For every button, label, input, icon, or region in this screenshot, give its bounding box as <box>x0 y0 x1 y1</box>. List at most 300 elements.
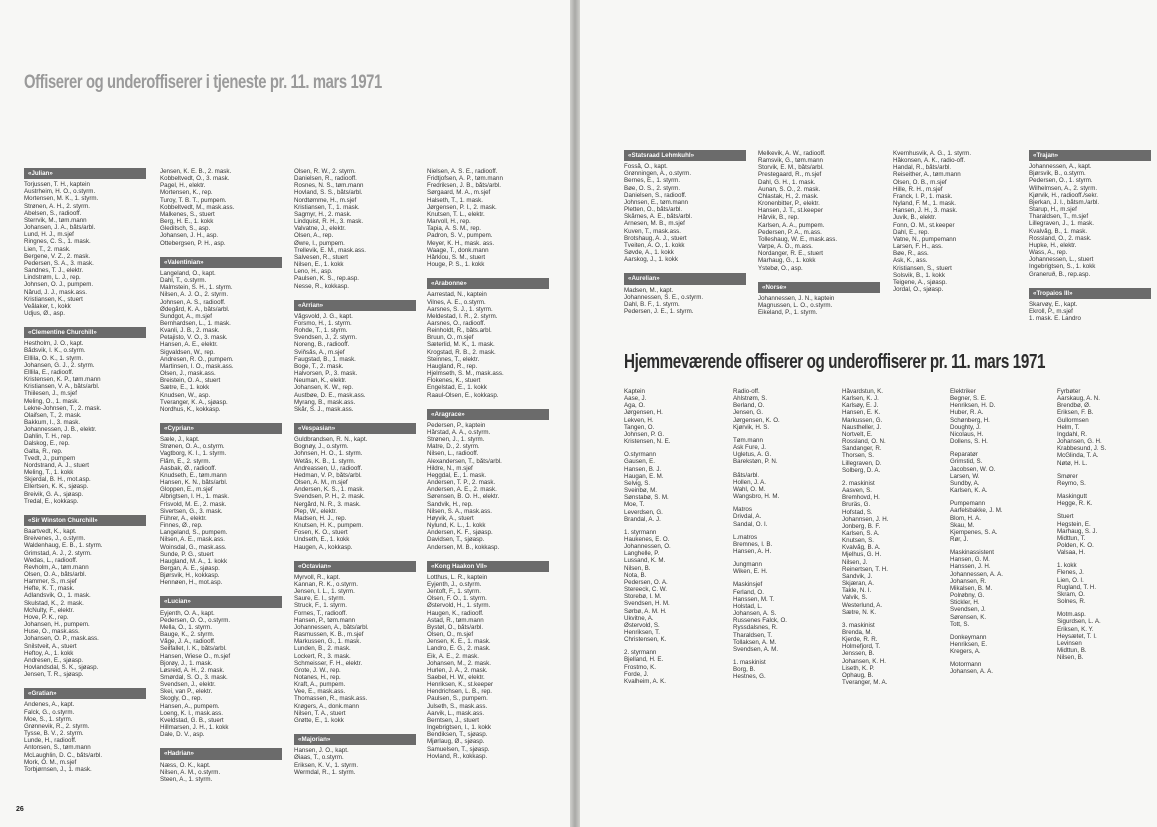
crew-entry: Jensen, T. R., sjøasp. <box>24 671 84 679</box>
ship-section <box>427 168 549 268</box>
crew-entry: Tveranger, K. A., sjøasp. <box>160 398 228 406</box>
right-page <box>580 0 1157 827</box>
crew-entry: Ødegård, K. A., båts/arbl. <box>160 305 230 313</box>
crew-entry: Myrang, B., mask.ass. <box>294 398 356 406</box>
crew-entry: Breivenes, J., o.styrm. <box>24 535 86 543</box>
crew-entry: Fosså, O., kapt. <box>624 163 668 171</box>
crew-entry: Torbjørnsen, J., 1. mask. <box>24 765 92 773</box>
crew-entry: Dahlin, T. H., rep. <box>24 433 72 441</box>
officer-entry: Blom, H. A. <box>950 514 981 522</box>
crew-entry: Marvoll, H., rep. <box>427 218 471 226</box>
crew-entry: Nilsen, A. E., mask.ass. <box>160 536 225 544</box>
officer-entry: Westerlund, A. <box>842 601 883 609</box>
officer-entry: McGlinda, T. A. <box>1057 452 1099 460</box>
crew-entry: Eik, A. E., 2. mask. <box>427 652 479 660</box>
crew-entry: Hille, R. H., m.sjef <box>893 185 943 193</box>
crew-entry: Pedersen, O. O., o.styrm. <box>160 616 231 624</box>
crew-entry: Saebel, H. W., elektr. <box>427 674 485 681</box>
left-page-title: Offiserer og underoffiserer i tjeneste pr. 11. mars 1971 <box>24 72 382 93</box>
ship-section <box>24 688 146 773</box>
rank-group <box>733 561 833 575</box>
rank-group <box>842 480 942 616</box>
crew-entry: Rosnes, N. S., tøm.mann <box>294 182 364 190</box>
rank-group <box>950 388 1050 445</box>
officer-entry: Nøtø, H. L. <box>1057 459 1088 467</box>
officer-entry: 1. styrmann <box>624 528 657 536</box>
crew-entry: Hestholm, J. O., kapt. <box>24 340 84 348</box>
crew-entry: Lien, T., 2. mask. <box>24 245 71 253</box>
crew-entry: Waldenhaug, E. B., 1. styrm. <box>24 542 103 550</box>
crew-entry: Eyjenth, J., o.styrm. <box>427 580 482 588</box>
officer-entry: Nortvelt, E. <box>842 430 873 438</box>
crew-entry: Mella, O., 1. styrm. <box>160 623 212 631</box>
crew-entry: Nilsen, A. J. O., 2. styrm. <box>160 291 229 299</box>
crew-entry: Skjerdal, B. H., mot.asp. <box>24 476 91 484</box>
crew-entry: Woinsdal, G., mask.ass. <box>160 543 227 551</box>
left-ship-column <box>24 168 146 783</box>
officer-entry: Takle, N. I. <box>842 587 872 595</box>
officer-entry: Reparatør <box>950 451 978 459</box>
crew-entry: Langeland, O., kapt. <box>160 269 216 277</box>
crew-entry: Hansen, K. N., båts/arbl. <box>160 479 228 487</box>
officer-entry: Larsen, W. <box>950 472 980 480</box>
crew-entry: Ottebergsen, P. H., asp. <box>160 239 226 247</box>
crew-entry: Aarvik, L., mask.ass. <box>427 709 485 717</box>
crew-entry: Madsen, M., kapt. <box>624 286 674 294</box>
officer-entry: Tott, S. <box>950 620 970 628</box>
ship-section <box>1029 150 1151 278</box>
crew-entry: Krogstad, R. B., 2. mask. <box>427 348 496 356</box>
officer-entry: Holmefjord, T. <box>842 643 881 651</box>
ship-name-header: «Valentinian» <box>160 257 282 268</box>
crew-entry: Antonsen, S., tøm.mann <box>24 744 91 752</box>
crew-entry: Leno, H., asp. <box>294 268 333 276</box>
crew-entry: Skogly, O., rep. <box>160 695 203 703</box>
crew-entry: Grønningen, A., o.styrm. <box>624 170 692 178</box>
crew-entry: Kristiansen, K., stuert <box>24 295 83 303</box>
officer-entry: Smører <box>1057 472 1078 480</box>
crew-entry: Hove, P. K., rep. <box>24 613 69 621</box>
crew-entry: Rasmussen, K. B., m.sjef <box>294 631 364 639</box>
crew-entry: Veålaker, t., kokk <box>24 302 71 310</box>
crew-entry: Pedersen, O., 1. styrm. <box>1029 177 1093 185</box>
officer-entry: Johansen, K. H. <box>842 657 887 665</box>
crew-entry: Nesse, R., kokkasp. <box>294 282 350 290</box>
crew-entry: Øiaas, T., o.styrm. <box>294 754 344 762</box>
crew-entry: Johansen, J. A., båts/arbl. <box>24 224 96 232</box>
crew-entry: Aarsnes, O., radiooff. <box>427 319 486 327</box>
crew-entry: Sætre, E., 1. kokk <box>160 384 210 392</box>
officer-entry: Markussen, G. <box>842 416 883 424</box>
right-page-title: Hjemmeværende offiserer og underoffiserer pr. 11. mars 1971 <box>624 351 1046 373</box>
crew-entry: Øwre, I., pumpem. <box>294 239 345 247</box>
crew-entry: Kveldstad, G. B., stuert <box>160 716 224 724</box>
crew-entry: Torjussen, T. H., kaptein <box>24 181 90 189</box>
crew-entry: Andresen, R. O., pumpem. <box>160 355 234 363</box>
officer-entry: Svendsen, J. <box>950 606 986 614</box>
crew-entry: Kjørvik, H., radiooff./sekr. <box>1029 191 1098 199</box>
crew-entry: Tolleshaug, W. E., mask.ass. <box>758 235 838 243</box>
officer-entry: Henriksen, E. <box>950 641 988 648</box>
crew-entry: Graneruð, B., rep.asp. <box>1029 270 1091 278</box>
crew-entry: Julseth, S., mask.ass. <box>427 702 488 710</box>
home-officer-column <box>950 388 1050 682</box>
crew-entry: Grote, J. W., rep. <box>294 666 341 674</box>
crew-entry: Alexandersen, T., båts/arbl. <box>427 457 502 465</box>
crew-entry: Vilnes, A. E., o.styrm. <box>427 298 486 306</box>
crew-entry: Landro, E. G., 2. mask. <box>427 645 491 653</box>
crew-entry: Hildre, N., m.sjef <box>427 464 473 472</box>
officer-entry: Brandal, A. J. <box>624 515 661 523</box>
crew-entry: Dahl, E., rep. <box>893 228 930 236</box>
crew-entry: Pedersen, P., kaptein <box>427 421 486 429</box>
crew-entry: Sørgaard, M. A., m.sjef <box>427 189 491 197</box>
crew-entry: Sandvik, H., rep. <box>427 500 473 508</box>
officer-entry: Bjelland, H. E. <box>624 656 664 664</box>
crew-entry: Aunan, S. O., 2. mask. <box>758 185 821 193</box>
rank-group <box>624 388 724 445</box>
ship-section <box>160 168 282 247</box>
crew-entry: Petajisto, V. O., 3. mask. <box>160 334 228 342</box>
officer-entry: Matros <box>733 506 752 514</box>
crew-entry: Schmeisser, F. H., elektr. <box>294 659 363 667</box>
crew-entry: Wilhelmsen, A., 2. styrm. <box>1029 184 1098 192</box>
ship-name-header: «Gratian» <box>24 688 146 699</box>
ship-section <box>24 327 146 505</box>
crew-entry: Valvatne, J., elektr. <box>294 225 346 233</box>
crew-entry: Paulsen, S., pumpem. <box>427 695 488 703</box>
officer-entry: Eriksen, F. B. <box>1057 409 1094 417</box>
officer-entry: Lillegraven, D. <box>842 459 882 467</box>
officer-entry: Motm.asp. <box>1057 611 1086 619</box>
ship-name-header: «Trajan» <box>1029 150 1151 161</box>
rank-group <box>733 506 833 527</box>
crew-entry: Rohde, T., 1. styrm. <box>294 327 348 335</box>
officer-entry: Sigurdsen, L. A. <box>1057 618 1101 626</box>
crew-entry: Reinholdt, R., båts.arbl. <box>427 327 492 335</box>
crew-entry: Johansen, M., 2. mask. <box>427 659 491 667</box>
officer-entry: Aase, J. <box>624 395 647 403</box>
officer-entry: Aasven, S. <box>842 487 872 495</box>
rank-group <box>624 529 724 644</box>
ship-name-header: «Lucian» <box>160 596 282 607</box>
crew-entry: Wass, A., rep. <box>1029 249 1068 257</box>
crew-entry: Andersen, K. F., sjøasp. <box>427 529 493 537</box>
officer-entry: Pumpemann <box>950 500 986 508</box>
crew-entry: Aarskog, J., 1. kokk <box>624 256 678 264</box>
officer-entry: Hansen, A. H. <box>733 547 772 555</box>
officer-entry: Wahl, O. M. <box>733 485 766 493</box>
crew-entry: Steen, A., 1. styrm. <box>160 775 213 783</box>
crew-entry: Nilsen, A. M., o.styrm. <box>160 768 221 776</box>
officer-entry: Holstad, L. <box>733 602 763 610</box>
crew-entry: Sørensen, B. O. H., elektr. <box>427 493 500 501</box>
officer-entry: Thorsen, S. <box>842 452 874 460</box>
crew-entry: Huse, O., mask.ass. <box>24 628 80 636</box>
crew-entry: Andersen, M. B., kokkasp. <box>427 543 500 551</box>
crew-entry: Engelstad, E., 1. kokk <box>427 384 487 392</box>
crew-entry: Sunde, P. G., stuert <box>160 550 214 558</box>
ship-name-header: «Kong Haakon VII» <box>427 561 549 572</box>
crew-entry: Marhaug, G., 1. kokk <box>758 257 816 265</box>
officer-entry: Wangsbro, H. M. <box>733 493 780 501</box>
left-ship-column <box>427 168 549 770</box>
crew-entry: Olsen, O. B., m.sjef <box>893 178 947 186</box>
crew-entry: Sagmyr, H., 2. mask. <box>294 210 352 218</box>
crew-entry: Moe, S., 1. styrm. <box>24 715 73 723</box>
crew-entry: Notanes, H., rep. <box>294 674 341 681</box>
ship-name-header: «Arabonne» <box>427 278 549 289</box>
officer-entry: Selvig, S. <box>624 479 651 487</box>
crew-entry: Lunden, B., 2. mask. <box>294 645 351 653</box>
crew-entry: Lillegraven, J., 1. mask. <box>1029 220 1094 228</box>
ship-name-header: «Vespasian» <box>294 423 416 434</box>
officer-entry: 2. styrmann <box>624 649 657 657</box>
officer-entry: Kjempenes, S. A. <box>950 528 998 536</box>
officer-entry: Barekstøn, P. N. <box>733 458 778 466</box>
crew-entry: Teigene, A., sjøasp. <box>893 278 947 286</box>
crew-entry: Hefte, K. T., mask. <box>24 585 75 593</box>
officer-entry: Reinertsen, T. H. <box>842 565 888 573</box>
crew-entry: Tapia, A. S. M., rep. <box>427 225 481 233</box>
crew-entry: Sandnes, T. J., elektr. <box>24 267 84 275</box>
officer-entry: Knutsen, S. <box>842 537 874 545</box>
ship-name-header: «Tropaios III» <box>1029 288 1151 299</box>
officer-entry: Leverdsen, G. <box>624 508 663 516</box>
officer-entry: Forde, J. <box>624 670 649 678</box>
officer-entry: Aarfelsbakke, J. M. <box>950 507 1003 515</box>
crew-entry: Hårvik, B., rep. <box>758 214 799 222</box>
crew-entry: Fredriksen, J. B., båts/arbl. <box>427 182 501 190</box>
officer-entry: Rossland, O. N. <box>842 438 886 446</box>
crew-entry: Padron, S. V., pumpem. <box>427 232 493 240</box>
crew-entry: Olsen, R. W., 2. styrm. <box>294 168 356 175</box>
crew-entry: Sigvaldsen, W., rep. <box>160 348 216 356</box>
officer-entry: Ugletus, A. G. <box>733 451 772 459</box>
home-officer-column <box>733 388 833 686</box>
crew-entry: Nordhus, K., kokkasp. <box>160 405 221 413</box>
crew-entry: Prestegaard, R., m.sjef <box>758 171 822 179</box>
crew-entry: Finnes, Ø., rep. <box>160 522 203 530</box>
officer-entry: Doughty, J. <box>950 423 981 431</box>
crew-entry: Olsen, A., rep. <box>294 232 334 240</box>
crew-entry: Dale, D. V., asp. <box>160 731 205 739</box>
officer-entry: Henriksen, T. <box>624 629 660 636</box>
crew-entry: Baartvedt, K., kapt. <box>24 528 77 536</box>
crew-entry: Thiilesen, J., m.sjef <box>24 390 77 398</box>
crew-entry: Hjelmseth, S. M., mask.ass. <box>427 370 504 378</box>
crew-entry: Jørgensen, P. I., 2. mask. <box>427 203 497 211</box>
crew-entry: Führer, A., elektr. <box>160 514 207 522</box>
crew-entry: Hillmarsen, J. H., 1. kokk <box>160 724 229 732</box>
crew-entry: Aasbak, Ø., radiooff. <box>160 464 217 472</box>
crew-entry: Bergene, V. Z., 2. mask. <box>24 252 91 260</box>
crew-entry: Hovlandsdal, S. K., sjøasp. <box>24 664 99 671</box>
crew-entry: Nielsen, A. S. E., radiooff. <box>427 168 498 175</box>
crew-entry: Seilfallet, I. K., båts/arbl. <box>160 645 227 653</box>
crew-entry: Snilstveit, A., stuert <box>24 642 77 650</box>
crew-entry: Strønen, O. A., o.styrm. <box>160 443 225 451</box>
officer-entry: Hegge, R. K. <box>1057 500 1093 508</box>
crew-entry: Bernes, E., 1. styrm. <box>624 177 681 185</box>
crew-entry: Johannessen, L., stuert <box>1029 256 1094 264</box>
officer-entry: Stickler, H. <box>950 599 980 607</box>
crew-entry: Johnsen, A. S., radiooff. <box>160 298 226 306</box>
crew-entry: Mork, O. M., m.sjef <box>24 758 77 766</box>
crew-entry: Jensen, K. E., 1. mask. <box>427 638 491 646</box>
crew-entry: Olaifsen, T., 2. mask. <box>24 411 82 419</box>
crew-entry: Nordanger, R. E., stuert <box>758 250 823 258</box>
officer-entry: Solberg, D. A. <box>842 466 881 474</box>
crew-entry: Olsen, O., m.sjef <box>427 631 474 639</box>
rank-group <box>950 549 1050 628</box>
rank-group <box>1057 513 1157 556</box>
officer-entry: Dollens, S. H. <box>950 438 988 446</box>
officer-entry: Russenes Falck, O. <box>733 617 787 625</box>
crew-entry: Thomassen, R., mask.ass. <box>294 695 368 703</box>
ship-section <box>1029 288 1151 323</box>
officer-entry: Skjæran, A. <box>842 580 874 588</box>
officer-entry: O.styrmann <box>624 451 656 459</box>
officer-entry: Jenssen, B. <box>842 650 875 658</box>
officer-entry: Henriksen, H. D. <box>950 402 996 410</box>
crew-entry: Tharaldsen, T., m.sjef <box>1029 213 1089 221</box>
ship-section <box>160 423 282 586</box>
crew-entry: Johansen, O. P., mask.ass. <box>24 635 99 643</box>
crew-entry: Ask, K., ass. <box>893 257 928 265</box>
officer-entry: Begner, S. E. <box>950 395 987 403</box>
officer-entry: Johnsen, P. G. <box>624 430 665 438</box>
crew-entry: Aarrestad, N., kaptein <box>427 291 487 299</box>
crew-entry: Johansen, J. H., asp. <box>160 232 219 240</box>
officer-entry: Nilsen, B. <box>1057 654 1084 662</box>
crew-entry: Jensen, I. L., 1. styrm. <box>294 588 355 596</box>
rank-group <box>733 437 833 466</box>
officer-entry: 1. maskinist <box>733 659 766 666</box>
crew-entry: Davidsen, T., sjøasp. <box>427 536 485 544</box>
officer-entry: Aga, O. <box>624 402 645 410</box>
crew-entry: Berntsen, J., stuert <box>427 716 479 724</box>
home-officer-column <box>842 388 942 692</box>
crew-entry: Boge, T., 2. mask. <box>294 362 344 370</box>
officer-entry: 2. maskinist <box>842 479 875 487</box>
crew-entry: Svendsen, J., elektr. <box>160 681 216 689</box>
officer-entry: Stuert <box>1057 513 1074 521</box>
crew-entry: Dalskog, E., rep. <box>24 440 70 448</box>
officer-entry: Midttun, B. <box>1057 647 1087 654</box>
home-officer-column <box>1057 388 1157 667</box>
crew-entry: Kvanli, J. B., 2. mask. <box>160 327 220 335</box>
officer-entry: Svendsen, H. M. <box>624 600 670 608</box>
crew-entry: Kristiansen, S., stuert <box>893 264 952 272</box>
officer-entry: Jensen, G. <box>733 409 763 417</box>
crew-entry: Kannan, R. K., o.styrm. <box>294 580 358 588</box>
ship-name-header: «Cyprian» <box>160 423 282 434</box>
crew-entry: Grimstad, A. J., 2. styrm. <box>24 549 92 557</box>
officer-entry: Kvalheim, A. K. <box>624 677 666 685</box>
crew-entry: Aarsnes, S. J., 1. styrm. <box>427 305 493 313</box>
ship-section <box>160 596 282 738</box>
officer-entry: Kristensen, N. E. <box>624 438 671 446</box>
ship-name-header: «Majorian» <box>294 734 416 745</box>
crew-entry: Skårnes, A. E., båts/arbl. <box>624 213 693 221</box>
left-ship-column <box>160 168 282 793</box>
officer-entry: Brendbø, Ø. <box>1057 402 1091 410</box>
officer-entry: Båts/arbl. <box>733 471 760 479</box>
crew-entry: Adlandsvik, O., 1. mask. <box>24 592 91 600</box>
crew-entry: Bendiksen, T., sjøasp. <box>427 731 488 739</box>
crew-entry: Trellevik, E. M., mask.ass. <box>294 246 366 254</box>
crew-entry: Vagtborg, K. I., 1. styrm. <box>160 450 227 458</box>
crew-entry: Kuven, T., mask.ass. <box>624 227 681 235</box>
officer-entry: Mjelhus, G. H. <box>842 551 882 559</box>
crew-entry: Grøtte, E., 1. kokk <box>294 716 344 724</box>
crew-entry: Fridtjofsen, A. P., tøm.mann <box>427 175 503 183</box>
rank-group <box>1057 388 1157 467</box>
rank-group <box>733 472 833 501</box>
officer-entry: Johansen, A. S. <box>733 610 777 618</box>
crew-entry: Flåm, E., 2. styrm. <box>160 457 211 465</box>
crew-entry: Lotthus, L. R., kaptein <box>427 573 488 581</box>
officer-entry: Bruräs, G. <box>842 501 871 509</box>
crew-entry: Høyvik, A., stuert <box>427 514 474 522</box>
crew-entry: Hansen, A., pumpem. <box>160 702 220 710</box>
crew-entry: Nilsen, S. A., mask.ass. <box>427 507 492 515</box>
officer-entry: Jacobsen, W. O. <box>950 465 996 473</box>
crew-entry: Svendsen, P. H., 2. mask. <box>294 493 365 501</box>
crew-entry: Strønen, A. H., 2. styrm. <box>24 202 91 210</box>
crew-entry: Undseth, E., 1. kokk <box>294 536 350 544</box>
officer-entry: Ask Fure, J. <box>733 444 767 452</box>
officer-entry: Karlsøy, E. J. <box>842 402 879 410</box>
crew-entry: Bådsvik, I. K., o.styrm. <box>24 347 86 355</box>
officer-entry: Levinsen <box>1057 639 1082 647</box>
crew-entry: Guldbrandsen, R. N., kapt. <box>294 436 368 444</box>
crew-entry: Andreassen, U., radiooff. <box>294 464 363 472</box>
crew-entry: Olsen, A. M., m.sjef <box>294 479 348 487</box>
crew-entry: Ramsvik, G., tøm.mann <box>758 157 823 165</box>
rank-group <box>950 661 1050 675</box>
rank-group <box>624 451 724 523</box>
crew-entry: Varpe, A. O., m.ass. <box>758 243 813 251</box>
crew-entry: Tysse, B. V., 2. styrm. <box>24 730 84 738</box>
officer-entry: Hollen, J. A. <box>733 478 767 486</box>
crew-entry: Eriksen, K. V., 1. styrm. <box>294 761 359 769</box>
officer-entry: Haugan, E. M. <box>624 472 664 480</box>
crew-entry: Wedas, L., radiooff. <box>24 556 78 564</box>
crew-entry: Udjus, Ø., asp. <box>24 309 65 317</box>
crew-entry: Hansen, J. O., kapt. <box>294 747 349 755</box>
crew-entry: Breivik, G. A., sjøasp. <box>24 490 84 498</box>
crew-entry: Søvde, A., 1. kokk <box>624 249 674 257</box>
officer-entry: Karlsen, K. A. <box>950 487 988 495</box>
crew-entry: Fonn, O. M., st.keeper <box>893 221 955 229</box>
crew-entry: Johansen, H., pumpem. <box>24 621 90 629</box>
crew-entry: Smørdal, S. O., 3. mask. <box>160 674 228 681</box>
crew-entry: Pletten, O., båts/arbl. <box>624 206 683 214</box>
crew-entry: Sivertsen, G., 3. mask. <box>160 507 223 515</box>
crew-entry: Andresen, E., sjøasp. <box>24 656 84 664</box>
crew-entry: Heggdal, E., 1. mask. <box>427 471 487 479</box>
ship-name-header: «Clementine Churchill» <box>24 327 146 338</box>
officer-entry: Johannessen, O. <box>624 543 671 551</box>
crew-entry: Olsen, O. A., båts/arbl. <box>24 570 87 578</box>
crew-entry: Nilsen, T. A., stuert <box>294 709 346 717</box>
crew-entry: Skår, S. J., mask.ass. <box>294 405 354 413</box>
crew-entry: Dahl, T., o.styrm. <box>160 277 207 285</box>
officer-entry: Rugland, T. H. <box>1057 583 1097 591</box>
crew-entry: Gloppen, E., m.sjef <box>160 486 213 494</box>
